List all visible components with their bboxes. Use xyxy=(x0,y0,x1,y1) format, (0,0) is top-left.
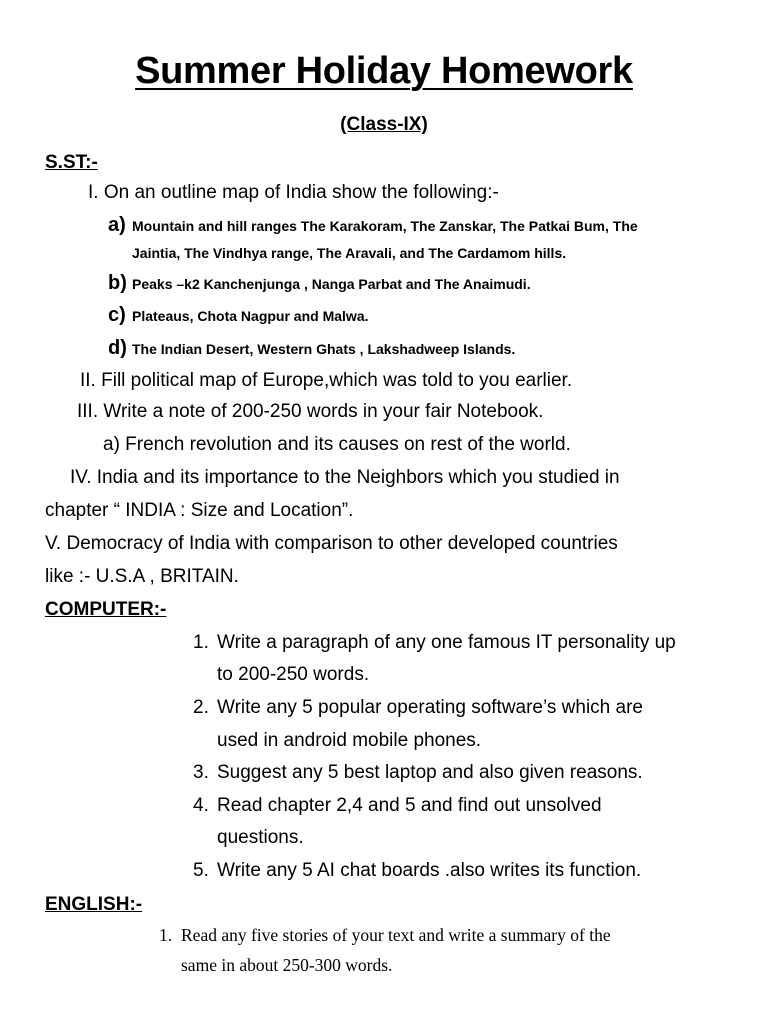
sst-item-2: II. Fill political map of Europe,which was told to you earlier. xyxy=(80,370,573,391)
sst-subitem-a-line-1: Mountain and hill ranges The Karakoram, The Zanskar, The Patkai Bum, The xyxy=(132,218,638,234)
english-heading: ENGLISH:- xyxy=(45,894,143,915)
sst-item-4-line-2: chapter “ INDIA : Size and Location”. xyxy=(45,500,354,521)
sst-subitem-b-line-1: Peaks –k2 Kanchenjunga , Nanga Parbat and The Anaimudi. xyxy=(132,276,531,292)
sst-item-5-line-2: like :- U.S.A , BRITAIN. xyxy=(45,566,239,587)
computer-item-1-num: 1. xyxy=(193,632,209,653)
computer-item-4-line-2: questions. xyxy=(217,827,304,848)
computer-item-5-num: 5. xyxy=(193,860,209,881)
english-item-1-line-2: same in about 250-300 words. xyxy=(181,955,393,975)
sst-subitem-d-letter: d) xyxy=(108,337,127,359)
sst-subitem-a-letter: a) xyxy=(108,214,126,236)
sst-item-1: I. On an outline map of India show the following:- xyxy=(88,182,499,203)
computer-item-1-line-1: Write a paragraph of any one famous IT personality up xyxy=(217,632,676,653)
computer-item-3-line-1: Suggest any 5 best laptop and also given reasons. xyxy=(217,762,643,783)
english-item-1-num: 1. xyxy=(159,925,173,945)
sst-heading: S.ST:- xyxy=(45,152,98,173)
english-item-1-line-1: Read any five stories of your text and write a summary of the xyxy=(181,925,611,945)
sst-subitem-d-line-1: The Indian Desert, Western Ghats , Lakshadweep Islands. xyxy=(132,341,516,357)
computer-item-2-num: 2. xyxy=(193,697,209,718)
computer-item-4-num: 4. xyxy=(193,795,209,816)
computer-heading: COMPUTER:- xyxy=(45,599,167,620)
computer-item-2-line-1: Write any 5 popular operating software’s which are xyxy=(217,697,643,718)
page-title: Summer Holiday Homework xyxy=(135,50,633,92)
sst-item-5-line-1: V. Democracy of India with comparison to other developed countries xyxy=(45,533,618,554)
sst-item-3a: a) French revolution and its causes on rest of the world. xyxy=(103,434,571,455)
computer-item-3-num: 3. xyxy=(193,762,209,783)
class-label: (Class-IX) xyxy=(340,114,428,135)
sst-item-4-line-1: IV. India and its importance to the Neighbors which you studied in xyxy=(70,467,620,488)
computer-item-2-line-2: used in android mobile phones. xyxy=(217,730,482,751)
sst-subitem-b-letter: b) xyxy=(108,272,127,294)
computer-item-1-line-2: to 200-250 words. xyxy=(217,664,370,685)
sst-item-3: III. Write a note of 200-250 words in your fair Notebook. xyxy=(77,401,544,422)
sst-subitem-a-line-2: Jaintia, The Vindhya range, The Aravali, and The Cardamom hills. xyxy=(132,245,567,261)
sst-subitem-c-line-1: Plateaus, Chota Nagpur and Malwa. xyxy=(132,308,369,324)
computer-item-4-line-1: Read chapter 2,4 and 5 and find out unsolved xyxy=(217,795,602,816)
sst-subitem-c-letter: c) xyxy=(108,304,126,326)
computer-item-5-line-1: Write any 5 AI chat boards .also writes its function. xyxy=(217,860,642,881)
